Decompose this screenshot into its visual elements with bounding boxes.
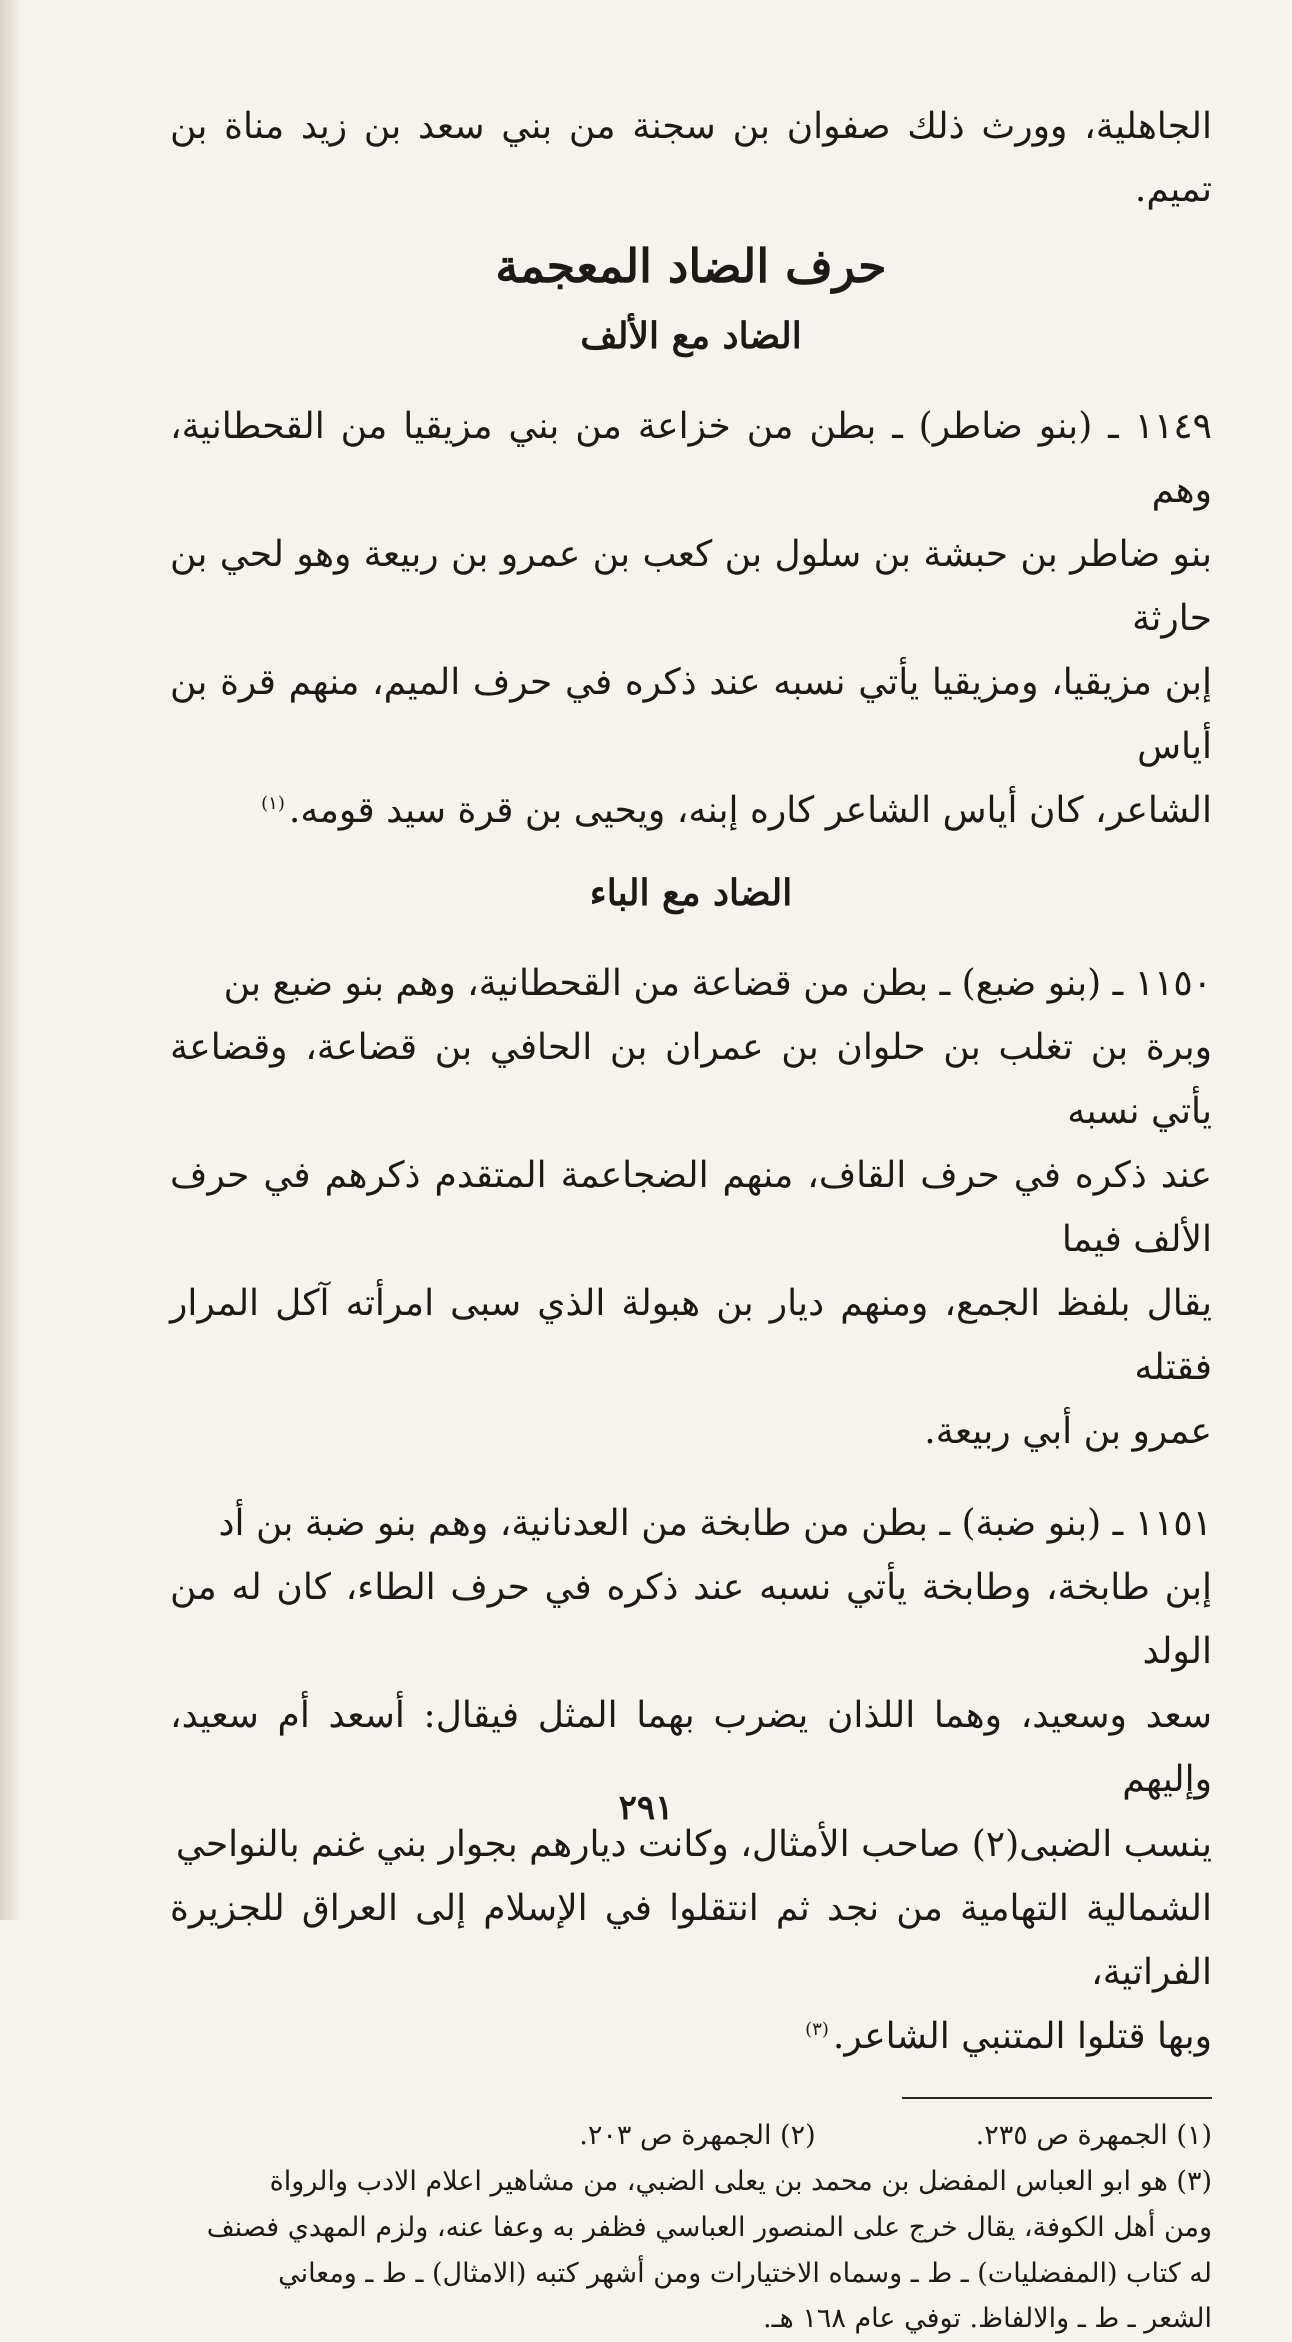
entry-line: سعد وسعيد، وهما اللذان يضرب بهما المثل فيقال: أسعد أم سعيد، وإليهم — [170, 1695, 1212, 1801]
footnotes — [170, 2113, 1212, 2342]
entry-line: ١١٥١ ـ (بنو ضبة) ـ بطن من طابخة من العدنانية، وهم بنو ضبة بن أد — [218, 1503, 1212, 1545]
footnote-1: (١) الجمهرة ص ٢٣٥. — [975, 2119, 1212, 2151]
entry-1149 — [170, 395, 1212, 844]
page-number: ٢٩١ — [618, 1788, 674, 1828]
footnote-3-line: الشعر ـ ط ـ والالفاظ. توفي عام ١٦٨ هـ. — [763, 2303, 1212, 2335]
entry-line: عمرو بن أبي ربيعة. — [924, 1411, 1212, 1453]
entry-line: إبن مزيقيا، ومزيقيا يأتي نسبه عند ذكره في حرف الميم، منهم قرة بن أياس — [170, 662, 1212, 768]
entry-line: ١١٤٩ ـ (بنو ضاطر) ـ بطن من خزاعة من بني مزيقيا من القحطانية، وهم — [170, 406, 1212, 512]
entry-line: الشمالية التهامية من نجد ثم انتقلوا في الإسلام إلى العراق للجزيرة الفراتية، — [170, 1887, 1212, 1993]
footnote-2: (٢) الجمهرة ص ٢٠٣. — [579, 2119, 816, 2151]
entry-line: بنو ضاطر بن حبشة بن سلول بن كعب بن عمرو بن ربيعة وهو لحي بن حارثة — [170, 534, 1212, 640]
top-line: الجاهلية، وورث ذلك صفوان بن سجنة من بني سعد بن زيد مناة بن تميم. — [170, 106, 1212, 210]
footnote-ref-1[interactable]: (١) — [261, 793, 285, 815]
subsection-title: الضاد مع الألف — [580, 315, 802, 357]
entry-line: يقال بلفظ الجمع، ومنهم ديار بن هبولة الذي سبى امرأته آكل المرار فقتله — [170, 1282, 1212, 1389]
entry-1151 — [170, 1492, 1212, 2069]
entry-line: وبرة بن تغلب بن حلوان بن عمران بن الحافي بن قضاعة، وقضاعة يأتي نسبه — [170, 1026, 1212, 1132]
entry-line-text: الشاعر، كان أياس الشاعر كاره إبنه، ويحيى بن قرة سيد قومه. — [288, 790, 1212, 832]
footnote-3-line: ومن أهل الكوفة، يقال خرج على المنصور العباسي فظفر به وعفا عنه، ولزم المهدي فصنف — [206, 2211, 1212, 2243]
footnote-3-line: له كتاب (المفضليات) ـ ط ـ وسماه الاختيارات ومن أشهر كتبه (الامثال) ـ ط ـ ومعاني — [278, 2257, 1212, 2289]
footnote-row — [170, 2113, 1212, 2159]
footnote-divider — [902, 2097, 1212, 2099]
entry-line: ١١٥٠ ـ (بنو ضبع) ـ بطن من قضاعة من القحطانية، وهم بنو ضبع بن — [223, 962, 1212, 1004]
entry-line: إبن طابخة، وطابخة يأتي نسبه عند ذكره في حرف الطاء، كان له من الولد — [170, 1567, 1212, 1673]
footnote-ref-3[interactable]: (٣) — [805, 2018, 829, 2040]
entry-1150 — [170, 952, 1212, 1465]
entry-line — [170, 2005, 1212, 2069]
entry-line: ينسب الضبى(٢) صاحب الأمثال، وكانت ديارهم بجوار بني غنم بالنواحي — [175, 1823, 1212, 1865]
section-title: حرف الضاد المعجمة — [495, 239, 887, 293]
subsection-title: الضاد مع الباء — [589, 871, 793, 914]
footnote-3-line: (٣) هو ابو العباس المفضل بن محمد بن يعلى الضبي، من مشاهير اعلام الادب والرواة — [269, 2165, 1212, 2197]
entry-line-text: وبها قتلوا المتنبي الشاعر. — [832, 2015, 1212, 2057]
entry-line — [170, 779, 1212, 843]
entry-line: عند ذكره في حرف القاف، منهم الضجاعمة المتقدم ذكرهم في حرف الألف فيما — [170, 1154, 1212, 1260]
